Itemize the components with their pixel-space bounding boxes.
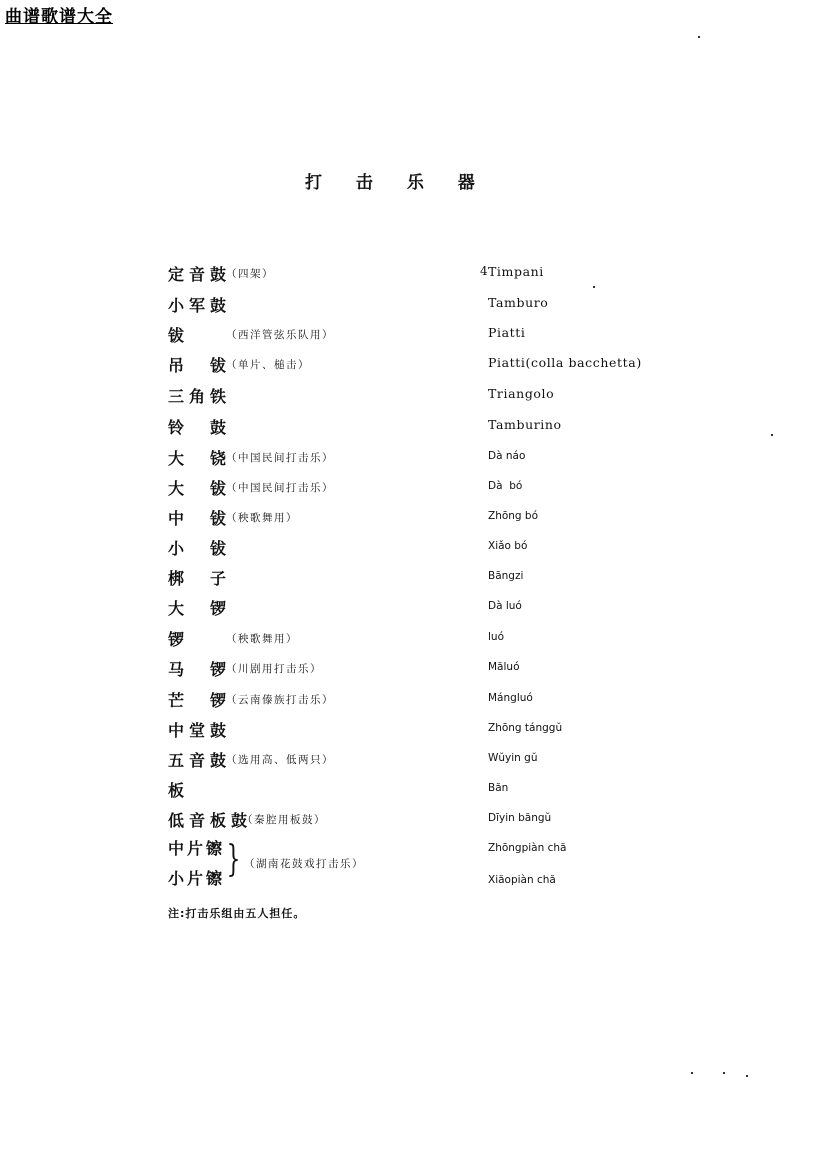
instrument-row [168, 293, 728, 317]
instrument-name-en: Zhōngpiàn chă [488, 842, 567, 854]
instrument-name-zh: 梆 子 [168, 569, 232, 588]
instrument-name-zh: 小军鼓 [168, 296, 232, 315]
instrument-name-zh: 芒 锣 [168, 691, 232, 710]
instrument-name-en: Dīyin băngŭ [488, 812, 552, 824]
instrument-name-zh: 五音鼓 [168, 751, 232, 770]
instrument-name-en: Wŭyin gŭ [488, 752, 538, 764]
instrument-row [168, 415, 728, 439]
instrument-note: （选用高、低两只） [226, 754, 334, 766]
instrument-row [168, 353, 728, 377]
instrument-name-en: Dà luó [488, 600, 522, 612]
instrument-pair [168, 836, 728, 896]
instrument-name-en: Tamburino [488, 417, 562, 432]
instrument-name-en: Tamburo [488, 295, 549, 310]
instrument-row [168, 323, 728, 347]
instrument-row [168, 476, 728, 500]
instrument-name-en: Zhōng bó [488, 510, 539, 522]
instrument-row [168, 688, 728, 712]
instrument-name-en: Piatti [488, 325, 526, 340]
instrument-note: （单片、槌击） [226, 359, 310, 371]
scan-speck [691, 1072, 693, 1074]
instrument-note: （西洋管弦乐队用） [226, 329, 334, 341]
scan-speck [771, 434, 773, 436]
instrument-name-zh: 中片镲 [168, 839, 226, 858]
instrument-name-zh: 大 铙 [168, 449, 232, 468]
instrument-name-zh: 小 钹 [168, 539, 232, 558]
instrument-note: （中国民间打击乐） [226, 452, 334, 464]
instrument-note: （秧歌舞用） [226, 512, 298, 524]
instrument-name-en: Xiǎo bó [488, 540, 528, 552]
instrument-row [168, 596, 728, 620]
instrument-row [168, 262, 728, 286]
instrument-name-en: Mángluó [488, 692, 533, 704]
brace-symbol: } [226, 839, 241, 880]
instrument-name-zh: 定音鼓 [168, 265, 232, 284]
instrument-name-en: Bāngzi [488, 570, 524, 582]
instrument-row [168, 657, 728, 681]
instrument-name-zh: 锣 [168, 630, 190, 649]
instrument-name-en: Băn [488, 782, 509, 794]
instrument-note: （川剧用打击乐） [226, 663, 322, 675]
instrument-note: （中国民间打击乐） [226, 482, 334, 494]
instrument-name-en: Dà bó [488, 480, 523, 492]
instrument-row [168, 566, 728, 590]
instrument-name-zh: 大 钹 [168, 479, 232, 498]
instrument-name-zh: 中 钹 [168, 509, 232, 528]
instrument-row [168, 778, 728, 802]
instrument-name-zh: 铃 鼓 [168, 418, 232, 437]
footnote: 注:打击乐组由五人担任。 [168, 907, 306, 920]
instrument-row [168, 627, 728, 651]
instrument-row [168, 748, 728, 772]
instrument-name-zh: 中堂鼓 [168, 721, 232, 740]
scan-speck [593, 286, 595, 288]
instrument-name-en: Timpani [488, 264, 544, 279]
instrument-note: （四架） [226, 268, 274, 280]
instrument-name-zh: 马 锣 [168, 660, 232, 679]
instrument-row [168, 718, 728, 742]
row-marker: 4 [480, 264, 488, 278]
instrument-name-en: luó [488, 631, 504, 643]
instrument-row [168, 384, 728, 408]
instrument-name-zh: 小片镲 [168, 869, 226, 888]
instrument-name-en: Măluó [488, 661, 520, 673]
instrument-name-en: Dà náo [488, 450, 526, 462]
instrument-name-zh: 三角铁 [168, 387, 232, 406]
instrument-row [168, 536, 728, 560]
instrument-row [168, 446, 728, 470]
instrument-name-zh: 板 [168, 781, 190, 800]
instrument-name-zh: 大 锣 [168, 599, 232, 618]
instrument-name-en: Zhōng tánggŭ [488, 722, 563, 734]
instrument-row [168, 506, 728, 530]
site-link[interactable]: 曲谱歌谱大全 [5, 7, 113, 27]
instrument-row [168, 808, 728, 832]
scan-speck [746, 1075, 748, 1077]
instrument-name-en: Triangolo [488, 386, 555, 401]
instrument-name-zh: 低音板鼓 [168, 811, 253, 830]
instrument-note: （湖南花鼓戏打击乐） [244, 858, 364, 870]
instrument-note: （秦腔用板鼓） [242, 814, 326, 826]
instrument-note: （秧歌舞用） [226, 633, 298, 645]
instrument-name-en: Xiăopiàn chă [488, 874, 556, 886]
instrument-name-en: Piatti(colla bacchetta) [488, 355, 642, 370]
instrument-name-zh: 钹 [168, 326, 190, 345]
page-title: 打 击 乐 器 [305, 173, 489, 193]
instrument-note: （云南傣族打击乐） [226, 694, 334, 706]
instrument-name-zh: 吊 钹 [168, 356, 232, 375]
scan-speck [698, 36, 700, 38]
scan-speck [723, 1072, 725, 1074]
